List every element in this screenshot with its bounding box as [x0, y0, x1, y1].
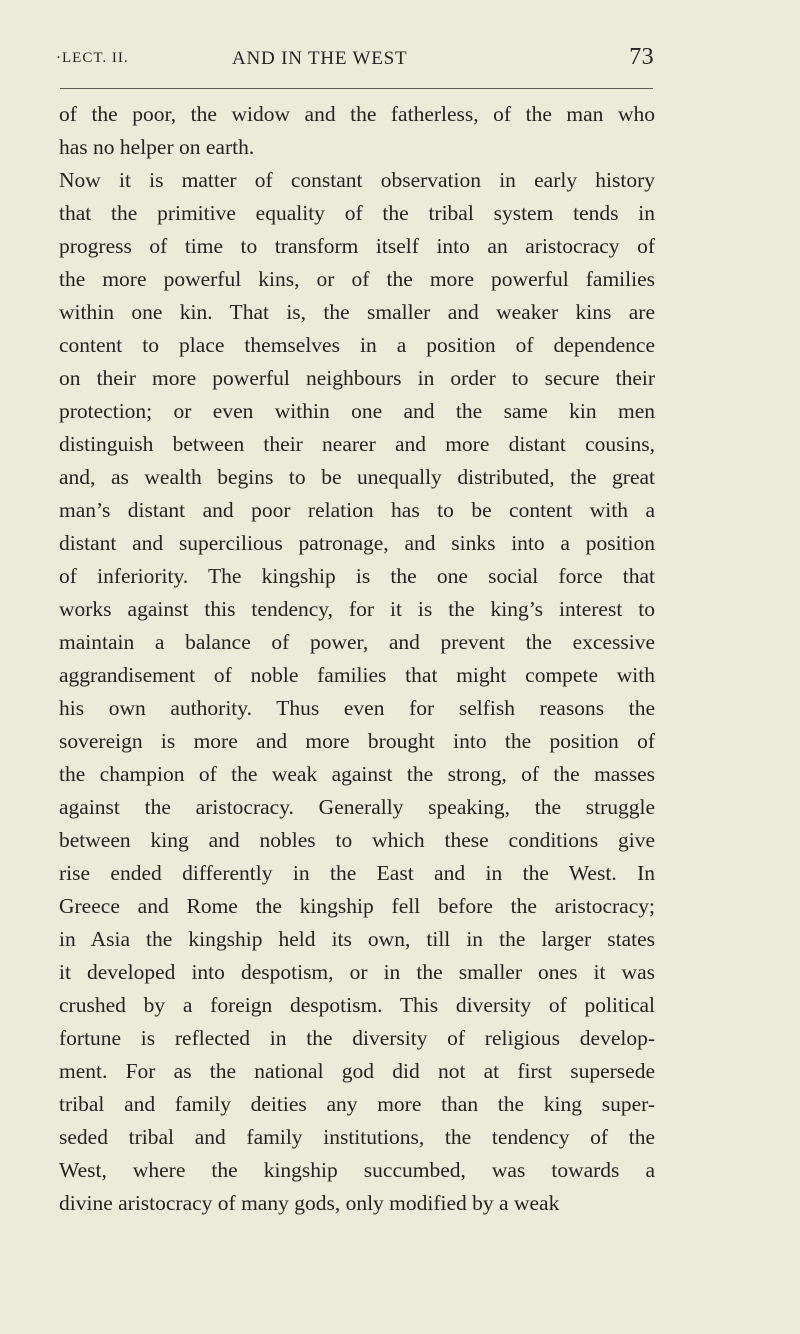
header-rule	[60, 88, 653, 89]
text-line: progress of time to transform itself into an aristocracy of	[59, 234, 655, 258]
running-head	[56, 44, 654, 80]
text-line: has no helper on earth.	[59, 135, 255, 159]
text-line: works against this tendency, for it is the king’s interest to	[59, 597, 655, 621]
text-line: content to place themselves in a position of dependence	[59, 333, 655, 357]
text-line: Greece and Rome the kingship fell before the aristocracy;	[59, 894, 655, 918]
text-line: distant and supercilious patronage, and sinks into a position	[59, 531, 655, 555]
text-line: divine aristocracy of many gods, only modified by a weak	[59, 1191, 560, 1215]
text-line: crushed by a foreign despotism. This diversity of political	[59, 993, 655, 1017]
text-line: of the poor, the widow and the fatherless, of the man who	[59, 102, 655, 126]
running-title: AND IN THE WEST	[232, 48, 408, 69]
text-line: his own authority. Thus even for selfish reasons the	[59, 696, 655, 720]
text-line: the champion of the weak against the strong, of the masses	[59, 762, 655, 786]
text-line: it developed into despotism, or in the smaller ones it was	[59, 960, 655, 984]
text-line: and, as wealth begins to be unequally distributed, the great	[59, 465, 655, 489]
text-line: the more powerful kins, or of the more powerful families	[59, 267, 655, 291]
text-line: between king and nobles to which these conditions give	[59, 828, 655, 852]
text-line: on their more powerful neighbours in order to secure their	[59, 366, 655, 390]
text-line: of inferiority. The kingship is the one social force that	[59, 564, 655, 588]
text-line: in Asia the kingship held its own, till in the larger states	[59, 927, 655, 951]
text-line: man’s distant and poor relation has to be content with a	[59, 498, 655, 522]
text-line: tribal and family deities any more than the king super-	[59, 1092, 655, 1116]
text-line: sovereign is more and more brought into the position of	[59, 729, 655, 753]
text-line: Now it is matter of constant observation in early history	[59, 168, 655, 192]
text-line: aggrandisement of noble families that might compete with	[59, 663, 655, 687]
text-line: West, where the kingship succumbed, was towards a	[59, 1158, 655, 1182]
text-line: ment. For as the national god did not at first supersede	[59, 1059, 655, 1083]
text-line: maintain a balance of power, and prevent the excessive	[59, 630, 655, 654]
text-line: fortune is reflected in the diversity of religious develop-	[59, 1026, 655, 1050]
text-line: rise ended differently in the East and in the West. In	[59, 861, 655, 885]
text-line: against the aristocracy. Generally speaking, the struggle	[59, 795, 655, 819]
text-line: within one kin. That is, the smaller and weaker kins are	[59, 300, 655, 324]
text-line: that the primitive equality of the tribal system tends in	[59, 201, 655, 225]
body-text	[59, 98, 655, 1220]
text-line: distinguish between their nearer and more distant cousins,	[59, 432, 655, 456]
text-line: protection; or even within one and the same kin men	[59, 399, 655, 423]
text-line: seded tribal and family institutions, the tendency of the	[59, 1125, 655, 1149]
lecture-label: ·LECT. II.	[56, 50, 129, 66]
page-number: 73	[629, 44, 654, 70]
